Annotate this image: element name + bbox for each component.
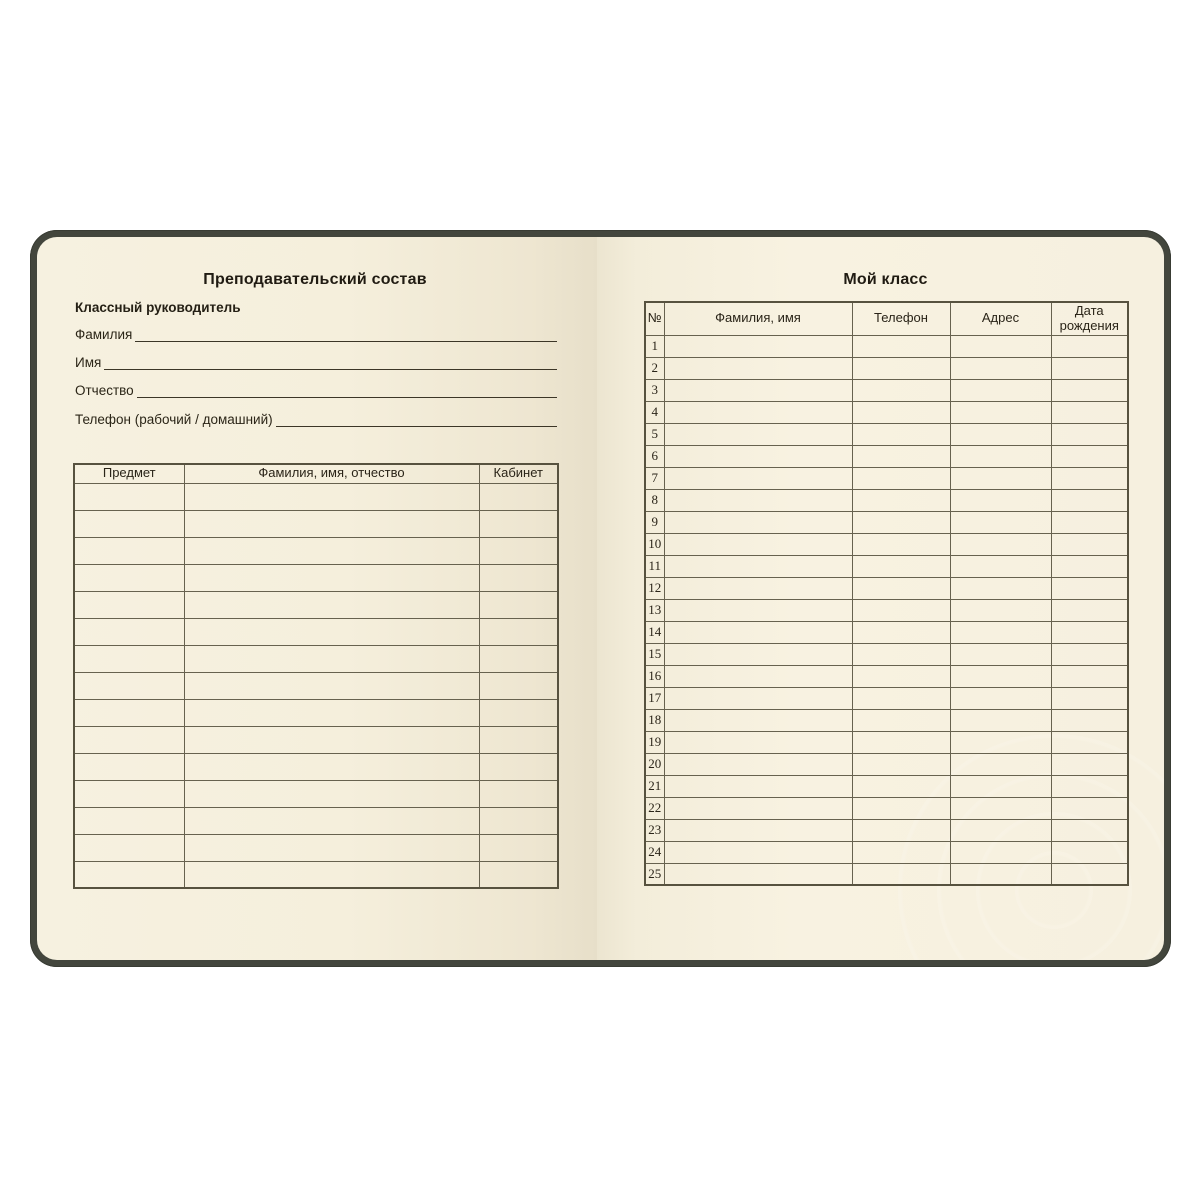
- empty-cell: [479, 807, 558, 834]
- empty-cell: [852, 577, 950, 599]
- empty-cell: [950, 775, 1051, 797]
- empty-cell: [664, 863, 852, 885]
- empty-cell: [74, 618, 184, 645]
- field-row: [75, 409, 557, 427]
- empty-cell: [74, 861, 184, 888]
- empty-cell: [852, 445, 950, 467]
- page-title-teachers: Преподавательский состав: [203, 271, 427, 288]
- empty-cell: [1051, 643, 1128, 665]
- table-row: [645, 489, 1128, 511]
- empty-cell: [950, 379, 1051, 401]
- empty-cell: [852, 863, 950, 885]
- empty-cell: [1051, 511, 1128, 533]
- empty-cell: [852, 841, 950, 863]
- empty-cell: [664, 819, 852, 841]
- empty-cell: [1051, 599, 1128, 621]
- empty-cell: [852, 401, 950, 423]
- empty-cell: [184, 510, 479, 537]
- table-row: [645, 731, 1128, 753]
- empty-cell: [852, 555, 950, 577]
- empty-cell: [664, 621, 852, 643]
- header-row: [645, 302, 1128, 335]
- table-row: [645, 709, 1128, 731]
- row-number-cell: 15: [645, 643, 664, 665]
- empty-cell: [1051, 401, 1128, 423]
- empty-cell: [184, 645, 479, 672]
- empty-cell: [479, 537, 558, 564]
- field-row: [75, 324, 557, 342]
- table-row: [645, 379, 1128, 401]
- empty-cell: [950, 511, 1051, 533]
- table-row: [74, 510, 558, 537]
- table-row: [74, 672, 558, 699]
- empty-cell: [479, 834, 558, 861]
- table-row: [74, 726, 558, 753]
- field-blank-line: [135, 341, 557, 342]
- empty-cell: [184, 483, 479, 510]
- empty-cell: [184, 591, 479, 618]
- empty-cell: [74, 780, 184, 807]
- empty-cell: [184, 726, 479, 753]
- empty-cell: [664, 445, 852, 467]
- empty-cell: [664, 687, 852, 709]
- empty-cell: [664, 555, 852, 577]
- empty-cell: [852, 357, 950, 379]
- table-row: [645, 577, 1128, 599]
- empty-cell: [950, 555, 1051, 577]
- empty-cell: [184, 537, 479, 564]
- field-label: Телефон (рабочий / домашний): [75, 412, 273, 427]
- empty-cell: [1051, 335, 1128, 357]
- empty-cell: [852, 665, 950, 687]
- table-row: [645, 621, 1128, 643]
- table-row: [645, 841, 1128, 863]
- table-row: [645, 863, 1128, 885]
- empty-cell: [184, 618, 479, 645]
- row-number-cell: 22: [645, 797, 664, 819]
- table-row: [74, 699, 558, 726]
- empty-cell: [74, 834, 184, 861]
- row-number-cell: 11: [645, 555, 664, 577]
- header-cell: Предмет: [74, 464, 184, 483]
- field-blank-line: [276, 426, 557, 427]
- table-row: [74, 645, 558, 672]
- empty-cell: [664, 753, 852, 775]
- empty-cell: [479, 483, 558, 510]
- class-roster-table: [644, 301, 1129, 886]
- empty-cell: [1051, 687, 1128, 709]
- empty-cell: [479, 618, 558, 645]
- empty-cell: [1051, 841, 1128, 863]
- table-row: [645, 819, 1128, 841]
- empty-cell: [664, 665, 852, 687]
- table-row: [645, 445, 1128, 467]
- row-number-cell: 4: [645, 401, 664, 423]
- empty-cell: [479, 510, 558, 537]
- empty-cell: [1051, 555, 1128, 577]
- row-number-cell: 9: [645, 511, 664, 533]
- empty-cell: [950, 643, 1051, 665]
- empty-cell: [479, 699, 558, 726]
- empty-cell: [1051, 445, 1128, 467]
- empty-cell: [1051, 709, 1128, 731]
- empty-cell: [852, 423, 950, 445]
- table-row: [74, 537, 558, 564]
- empty-cell: [852, 335, 950, 357]
- page-my-class: [597, 237, 1164, 960]
- empty-cell: [852, 753, 950, 775]
- header-cell: Фамилия, имя, отчество: [184, 464, 479, 483]
- row-number-cell: 16: [645, 665, 664, 687]
- empty-cell: [184, 807, 479, 834]
- empty-cell: [1051, 665, 1128, 687]
- empty-cell: [664, 709, 852, 731]
- empty-cell: [74, 672, 184, 699]
- row-number-cell: 3: [645, 379, 664, 401]
- empty-cell: [664, 423, 852, 445]
- empty-cell: [479, 645, 558, 672]
- empty-cell: [479, 726, 558, 753]
- row-number-cell: 13: [645, 599, 664, 621]
- field-blank-line: [137, 397, 557, 398]
- empty-cell: [950, 863, 1051, 885]
- empty-cell: [950, 819, 1051, 841]
- header-cell: Дата рождения: [1051, 302, 1128, 335]
- empty-cell: [184, 672, 479, 699]
- table-row: [74, 483, 558, 510]
- class-teacher-heading: Классный руководитель: [75, 300, 241, 315]
- empty-cell: [1051, 775, 1128, 797]
- row-number-cell: 5: [645, 423, 664, 445]
- empty-cell: [950, 731, 1051, 753]
- empty-cell: [950, 709, 1051, 731]
- empty-cell: [950, 797, 1051, 819]
- row-number-cell: 1: [645, 335, 664, 357]
- empty-cell: [950, 621, 1051, 643]
- row-number-cell: 8: [645, 489, 664, 511]
- empty-cell: [184, 564, 479, 591]
- empty-cell: [1051, 577, 1128, 599]
- field-row: [75, 352, 557, 370]
- table-row: [645, 555, 1128, 577]
- row-number-cell: 25: [645, 863, 664, 885]
- empty-cell: [852, 621, 950, 643]
- empty-cell: [950, 533, 1051, 555]
- field-label: Имя: [75, 355, 102, 370]
- empty-cell: [950, 445, 1051, 467]
- empty-cell: [852, 709, 950, 731]
- empty-cell: [664, 841, 852, 863]
- row-number-cell: 24: [645, 841, 664, 863]
- empty-cell: [852, 819, 950, 841]
- empty-cell: [479, 591, 558, 618]
- empty-cell: [184, 834, 479, 861]
- empty-cell: [950, 335, 1051, 357]
- empty-cell: [852, 797, 950, 819]
- header-row: [74, 464, 558, 483]
- empty-cell: [950, 599, 1051, 621]
- table-row: [645, 467, 1128, 489]
- table-row: [645, 357, 1128, 379]
- empty-cell: [1051, 621, 1128, 643]
- table-row: [74, 753, 558, 780]
- empty-cell: [950, 401, 1051, 423]
- empty-cell: [664, 533, 852, 555]
- empty-cell: [1051, 731, 1128, 753]
- empty-cell: [664, 599, 852, 621]
- page-teachers: [37, 237, 597, 960]
- empty-cell: [950, 467, 1051, 489]
- table-row: [645, 643, 1128, 665]
- table-row: [74, 807, 558, 834]
- empty-cell: [74, 591, 184, 618]
- row-number-cell: 21: [645, 775, 664, 797]
- table-row: [74, 780, 558, 807]
- field-blank-line: [104, 369, 557, 370]
- empty-cell: [664, 511, 852, 533]
- table-row: [74, 564, 558, 591]
- empty-cell: [664, 401, 852, 423]
- field-label: Фамилия: [75, 327, 133, 342]
- empty-cell: [664, 775, 852, 797]
- row-number-cell: 7: [645, 467, 664, 489]
- row-number-cell: 14: [645, 621, 664, 643]
- empty-cell: [950, 665, 1051, 687]
- empty-cell: [74, 510, 184, 537]
- header-cell: Адрес: [950, 302, 1051, 335]
- header-cell: Кабинет: [479, 464, 558, 483]
- row-number-cell: 23: [645, 819, 664, 841]
- empty-cell: [1051, 379, 1128, 401]
- empty-cell: [852, 467, 950, 489]
- table-row: [645, 401, 1128, 423]
- header-cell: Телефон: [852, 302, 950, 335]
- empty-cell: [1051, 357, 1128, 379]
- empty-cell: [1051, 819, 1128, 841]
- empty-cell: [852, 489, 950, 511]
- empty-cell: [1051, 797, 1128, 819]
- table-row: [645, 423, 1128, 445]
- diary-pages: [37, 237, 1164, 960]
- empty-cell: [1051, 423, 1128, 445]
- empty-cell: [950, 753, 1051, 775]
- diary-cover: [30, 230, 1171, 967]
- empty-cell: [1051, 753, 1128, 775]
- empty-cell: [852, 731, 950, 753]
- table-row: [74, 618, 558, 645]
- field-label: Отчество: [75, 383, 134, 398]
- empty-cell: [950, 577, 1051, 599]
- table-row: [645, 533, 1128, 555]
- empty-cell: [184, 753, 479, 780]
- field-row: [75, 380, 557, 398]
- empty-cell: [664, 489, 852, 511]
- table-row: [645, 753, 1128, 775]
- empty-cell: [950, 423, 1051, 445]
- empty-cell: [950, 357, 1051, 379]
- empty-cell: [950, 687, 1051, 709]
- empty-cell: [664, 357, 852, 379]
- empty-cell: [479, 780, 558, 807]
- empty-cell: [184, 699, 479, 726]
- empty-cell: [184, 780, 479, 807]
- empty-cell: [852, 687, 950, 709]
- empty-cell: [664, 797, 852, 819]
- empty-cell: [1051, 467, 1128, 489]
- empty-cell: [1051, 533, 1128, 555]
- table-row: [74, 591, 558, 618]
- teachers-table: [73, 463, 559, 889]
- empty-cell: [74, 726, 184, 753]
- empty-cell: [74, 753, 184, 780]
- page-title-my-class: Мой класс: [843, 271, 928, 288]
- row-number-cell: 19: [645, 731, 664, 753]
- empty-cell: [74, 564, 184, 591]
- row-number-cell: 6: [645, 445, 664, 467]
- empty-cell: [852, 379, 950, 401]
- row-number-cell: 20: [645, 753, 664, 775]
- empty-cell: [74, 699, 184, 726]
- table-row: [645, 665, 1128, 687]
- row-number-cell: 18: [645, 709, 664, 731]
- empty-cell: [479, 861, 558, 888]
- empty-cell: [1051, 489, 1128, 511]
- header-cell: №: [645, 302, 664, 335]
- empty-cell: [664, 379, 852, 401]
- empty-cell: [664, 731, 852, 753]
- table-row: [645, 335, 1128, 357]
- table-row: [645, 797, 1128, 819]
- table-row: [645, 687, 1128, 709]
- empty-cell: [74, 483, 184, 510]
- empty-cell: [664, 467, 852, 489]
- table-row: [74, 861, 558, 888]
- empty-cell: [74, 537, 184, 564]
- header-cell: Фамилия, имя: [664, 302, 852, 335]
- empty-cell: [852, 533, 950, 555]
- row-number-cell: 17: [645, 687, 664, 709]
- empty-cell: [664, 643, 852, 665]
- empty-cell: [950, 489, 1051, 511]
- table-row: [645, 775, 1128, 797]
- empty-cell: [852, 775, 950, 797]
- empty-cell: [950, 841, 1051, 863]
- row-number-cell: 12: [645, 577, 664, 599]
- row-number-cell: 10: [645, 533, 664, 555]
- empty-cell: [664, 335, 852, 357]
- empty-cell: [852, 599, 950, 621]
- table-row: [74, 834, 558, 861]
- empty-cell: [479, 753, 558, 780]
- empty-cell: [184, 861, 479, 888]
- empty-cell: [479, 672, 558, 699]
- empty-cell: [852, 643, 950, 665]
- row-number-cell: 2: [645, 357, 664, 379]
- table-row: [645, 599, 1128, 621]
- empty-cell: [852, 511, 950, 533]
- empty-cell: [479, 564, 558, 591]
- empty-cell: [1051, 863, 1128, 885]
- empty-cell: [664, 577, 852, 599]
- table-row: [645, 511, 1128, 533]
- empty-cell: [74, 645, 184, 672]
- empty-cell: [74, 807, 184, 834]
